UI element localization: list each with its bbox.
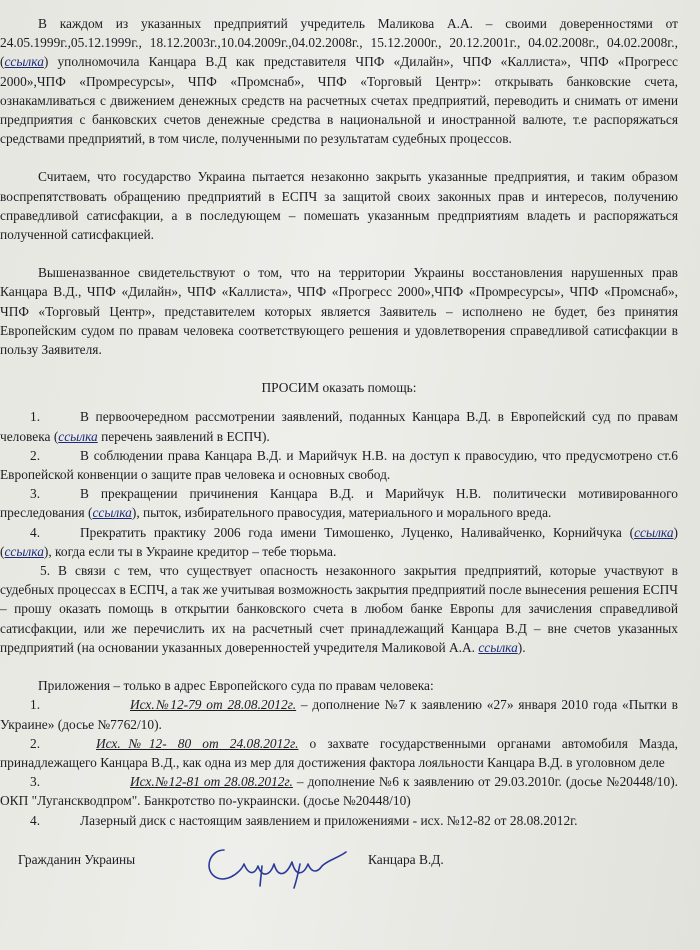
request-item-1: 1. В первоочередном рассмотрении заявлений, поданных Канцара В.Д. в Европейский суд по правам человека (ссылка перечень заявлений в ЕСПЧ). <box>0 409 678 444</box>
request-item-3: 3. В прекращении причинения Канцара В.Д. и Марийчук Н.В. политически мотивированного преследования (ссылка), пыток, избирательного правосудия, материального и морального вреда. <box>0 486 678 521</box>
annex-item-4: 4. Лазерный диск с настоящим заявлением и приложениями - исх. №12-82 от 28.08.2012г. <box>30 812 578 828</box>
annex-ref-1: Исх.№12-79 от 28.08.2012г. <box>130 697 297 713</box>
request-item-4: 4. Прекратить практику 2006 года имени Тимошенко, Луценко, Наливайченко, Корнийчука (ссылка) (ссылка), когда если ты в Украине кредитор – тебе тюрьма. <box>0 524 678 559</box>
paragraph-powers-of-attorney: В каждом из указанных предприятий учредитель Маликова А.А. – своими доверенностями от 24.05.1999г.,05.12.1999г., 18.12.2003г.,10.04.2009г.,04.02.2008г., 15.12.2000г., 20.12.2001г., 04.02.2008г., 04.02.2008г., (ссылка) уполномочила Канцара В.Д как представителя ЧПФ «Дилайн», ЧПФ «Каллиста», ЧПФ «Прогресс 2000»,ЧПФ «Промресурсы», ЧПФ «Промснаб», ЧПФ «Торговый Центр»: открывать банковские счета, ознакамливаться с движением денежных средств на расчетных счетах предприятий, переводить и снимать от имени предприятия с банковских счетов денежные средства в национальной и иностранной валюте, т.е распоряжаться средствами предприятий, в том числе, полученными по результатам судебных процессов. <box>0 16 678 147</box>
paragraph-no-restoration: Вышеназванное свидетельствуют о том, что на территории Украины восстановления нарушенных прав Канцара В.Д., ЧПФ «Дилайн», ЧПФ «Каллиста», ЧПФ «Прогресс 2000»,ЧПФ «Промресурсы», ЧПФ «Промснаб», ЧПФ «Торговый Центр», представителем которых является Заявитель – исполнено не будет, без принятия Европейским судом по правам человека соответствующего решения и удовлетворения справедливой сатисфакции в пользу Заявителя. <box>0 265 678 358</box>
request-item-5: 5. В связи с тем, что существует опасность незаконного закрытия предприятий, которые участвуют в судебных процессах в ЕСПЧ, а так же учитывая возможность закрытия предприятий после вынесения решения ЕСПЧ – прошу оказать помощь в открытии банковского счета в любом банке Европы для зачисления справедливой сатисфакции, или же перечислить их на расчетный счет принадлежащий Канцара В.Д – вне счетов указанных предприятий (на основании указанных доверенностей учредителя Маликовой А.А. ссылка). <box>0 563 678 655</box>
link-practice-2006-b[interactable]: ссылка <box>4 543 44 559</box>
signatory-title: Гражданин Украины <box>18 852 136 867</box>
request-heading: ПРОСИМ оказать помощь: <box>261 380 417 396</box>
signature-block <box>18 852 658 912</box>
annex-item-2: 2. Исх.№12- 80 от 24.08.2012г. о захвате государственными органами автомобиля Мазда, принадлежащего Канцара В.Д., как одна из мер для достижения фактора лояльности Канцара В.Д. в уголовном деле <box>0 735 679 770</box>
annex-ref-3: Исх.№12-81 от 28.08.2012г. <box>130 774 293 790</box>
annex-list <box>0 695 678 829</box>
annex-item-1: 1. Исх.№12-79 от 28.08.2012г. – дополнение №7 к заявлению «27» января 2010 года «Пытки в Украине» (досье №7762/10). <box>0 697 678 732</box>
letter-body <box>0 14 678 830</box>
handwritten-signature-icon <box>200 834 350 890</box>
paragraph-state-closing-enterprises: Считаем, что государство Украина пытается незаконно закрыть указанные предприятия, и таким образом воспрепятствовать обращению предприятий в ЕСПЧ за защитой своих законных прав и интересов, получению справедливой сатисфакции, а в последующем – помешать указанным предприятиям владеть и распоряжаться полученной сатисфакцией. <box>0 169 678 243</box>
annex-item-3: 3. Исх.№12-81 от 28.08.2012г. – дополнение №6 к заявлению от 29.03.2010г. (досье №20448/10). ОКП "Луганскводпром". Банкротство по-украински. (досье №20448/10) <box>0 774 679 809</box>
link-practice-2006-a[interactable]: ссылка <box>634 524 674 540</box>
request-item-2: 2. В соблюдении права Канцара В.Д. и Марийчук Н.В. на доступ к правосудию, что предусмотрено ст.6 Европейской конвенции о защите прав человека и основных свобод. <box>0 447 678 483</box>
request-list <box>0 407 678 657</box>
link-applications-list[interactable]: ссылка <box>58 428 98 444</box>
annex-ref-2: Исх.№12- 80 от 24.08.2012г. <box>96 735 299 751</box>
annex-heading: Приложения – только в адрес Европейского суда по правам человека: <box>38 678 434 694</box>
link-powers-of-attorney[interactable]: ссылка <box>4 54 44 70</box>
signatory-name: Канцара В.Д. <box>368 852 444 867</box>
link-founder-powers[interactable]: ссылка <box>478 639 518 655</box>
link-persecution[interactable]: ссылка <box>92 505 132 521</box>
